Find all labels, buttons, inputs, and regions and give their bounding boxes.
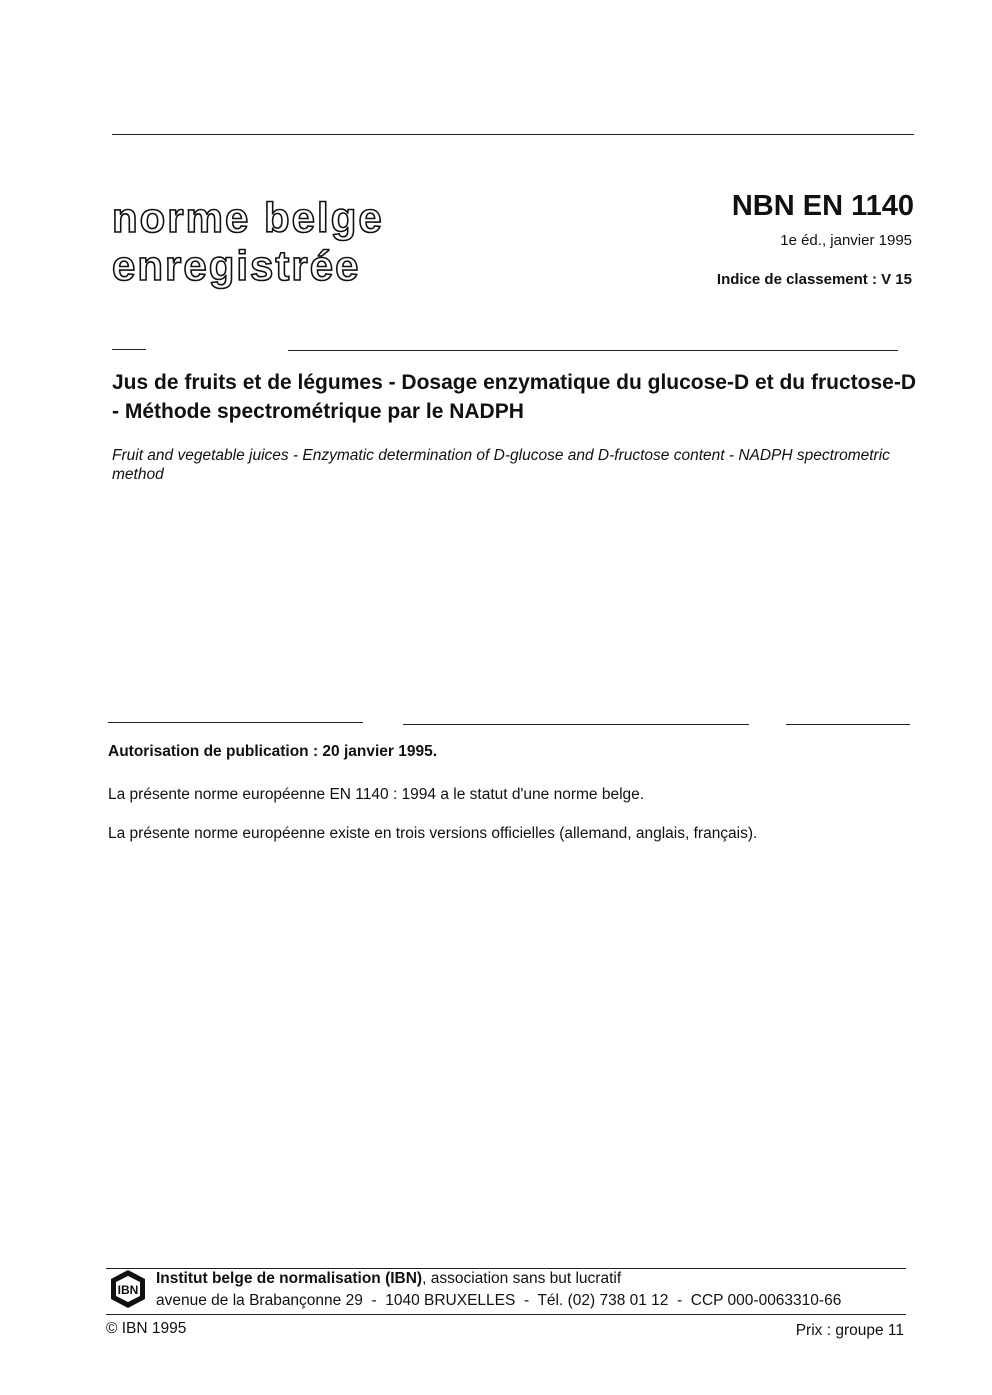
edition-date: 1e éd., janvier 1995: [780, 232, 912, 249]
ibn-logo-text: IBN: [117, 1283, 139, 1297]
standard-code: NBN EN 1140: [731, 190, 914, 222]
copyright: © IBN 1995: [106, 1320, 187, 1337]
english-title: Fruit and vegetable juices - Enzymatic determination of D-glucose and D-fructose content - NADPH spectrometric method: [112, 447, 890, 483]
outline-title-line2: enregistrée: [112, 242, 361, 289]
title-rule-left: [112, 349, 146, 350]
footer-rule-bottom: [106, 1314, 906, 1315]
institute-address: avenue de la Brabançonne 29 - 1040 BRUXELLES - Tél. (02) 738 01 12 - CCP 000-0063310-66: [156, 1292, 842, 1309]
ibn-logo-icon: [107, 1268, 149, 1310]
footer-rule-top: [106, 1268, 906, 1269]
classification-index: Indice de classement : V 15: [716, 271, 912, 288]
top-rule: [112, 134, 914, 135]
norme-belge-title: [112, 194, 384, 290]
publication-rule-middle: [403, 724, 749, 725]
ibn-logo: [107, 1268, 149, 1310]
french-title: Jus de fruits et de légumes - Dosage enzymatique du glucose-D et du fructose-D - Méthode spectrométrique par le NADPH: [112, 371, 916, 423]
publication-authorization: Autorisation de publication : 20 janvier 1995.: [108, 743, 438, 760]
institute-name: Institut belge de normalisation (IBN): [156, 1270, 423, 1287]
official-versions-text: La présente norme européenne existe en trois versions officielles (allemand, anglais, français).: [108, 825, 758, 842]
outline-title-line1: norme belge: [112, 194, 384, 241]
institute-line: [156, 1270, 621, 1288]
price-group: Prix : groupe 11: [795, 1322, 904, 1339]
publication-rule-right: [786, 724, 910, 725]
belgian-status-text: La présente norme européenne EN 1140 : 1994 a le statut d'une norme belge.: [108, 786, 645, 803]
institute-type: , association sans but lucratif: [422, 1270, 622, 1287]
publication-rule-left: [108, 722, 363, 723]
title-rule-right: [288, 350, 898, 351]
